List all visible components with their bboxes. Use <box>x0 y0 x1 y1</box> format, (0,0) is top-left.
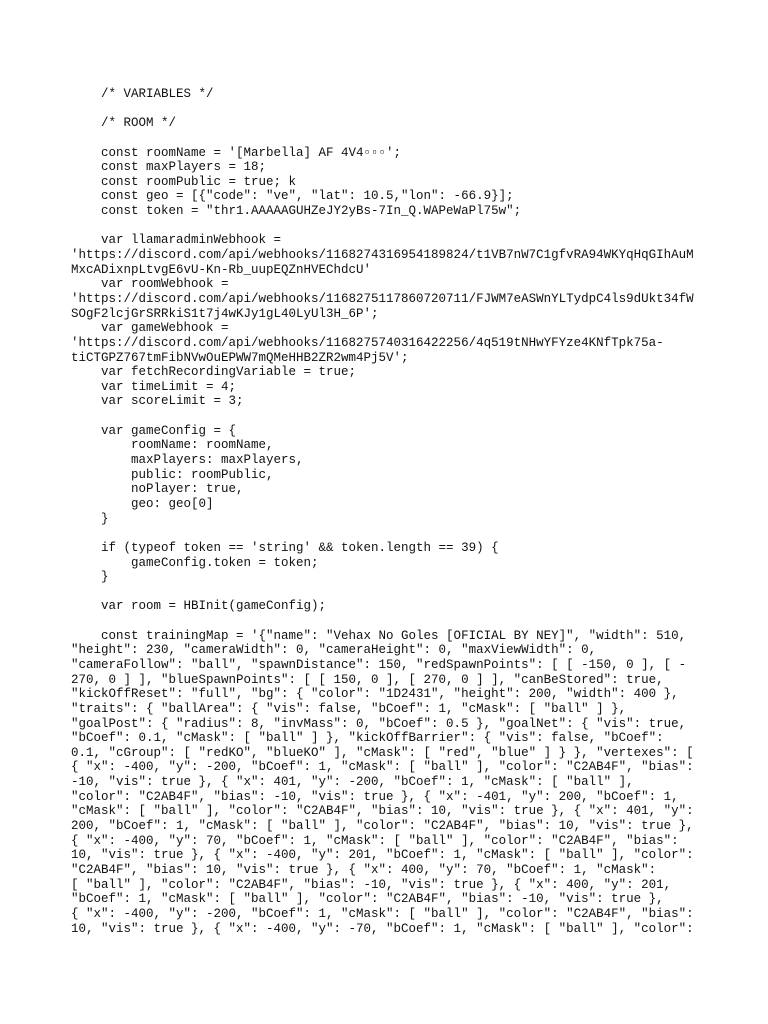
code-line: roomName: roomName, <box>71 438 274 453</box>
code-line <box>71 102 711 117</box>
code-line: const maxPlayers = 18; <box>71 160 267 175</box>
code-line: 'https://discord.com/api/webhooks/1168275117860720711/FJWM7eASWnYLTydpC4ls9dUkt34fW <box>71 291 694 306</box>
code-line: maxPlayers: maxPlayers, <box>71 453 304 468</box>
code-line: "height": 230, "cameraWidth": 0, "cameraHeight": 0, "maxViewWidth": 0, <box>71 643 597 658</box>
code-line: var fetchRecordingVariable = true; <box>71 365 357 380</box>
code-line <box>71 585 711 600</box>
code-line: 10, "vis": true }, { "x": -400, "y": -70, "bCoef": 1, "cMask": [ "ball" ], "color": <box>71 921 694 936</box>
code-line: "cMask": [ "ball" ], "color": "C2AB4F", "bias": 10, "vis": true }, { "x": 401, "y": <box>71 804 694 819</box>
code-line: [ "ball" ], "color": "C2AB4F", "bias": -10, "vis": true }, { "x": 400, "y": 201, <box>71 877 672 892</box>
code-line: { "x": -400, "y": -200, "bCoef": 1, "cMask": [ "ball" ], "color": "C2AB4F", "bias": <box>71 760 694 775</box>
code-line: "bCoef": 0.1, "cMask": [ "ball" ] }, "kickOffBarrier": { "vis": false, "bCoef": <box>71 731 664 746</box>
code-line: tiCTGPZ767tmFibNVwOuEPWW7mQMeHHB2ZR2wm4Pj5V'; <box>71 350 409 365</box>
code-line: 270, 0 ] ], "blueSpawnPoints": [ [ 150, 0 ], [ 270, 0 ] ], "canBeStored": true, <box>71 672 664 687</box>
code-line: const roomName = '[Marbella] AF 4V4▫▫▫'; <box>71 145 402 160</box>
code-line: SOgF2lcjGrSRRkiS1t7j4wKJy1gL40LyUl3H_6P'; <box>71 306 379 321</box>
code-line: const trainingMap = '{"name": "Vehax No Goles [OFICIAL BY NEY]", "width": 510, <box>71 628 687 643</box>
code-line: if (typeof token == 'string' && token.length == 39) { <box>71 540 499 555</box>
code-line: const token = "thr1.AAAAAGUHZeJY2yBs-7In_Q.WAPeWaPl75w"; <box>71 204 522 219</box>
code-line: "bCoef": 1, "cMask": [ "ball" ], "color": "C2AB4F", "bias": -10, "vis": true }, <box>71 892 664 907</box>
code-line: -10, "vis": true }, { "x": 401, "y": -200, "bCoef": 1, "cMask": [ "ball" ], <box>71 775 634 790</box>
code-line: var gameWebhook = <box>71 321 229 336</box>
code-line: 10, "vis": true }, { "x": -400, "y": 201, "bCoef": 1, "cMask": [ "ball" ], "color": <box>71 848 694 863</box>
code-line: var scoreLimit = 3; <box>71 394 244 409</box>
code-line <box>71 614 711 629</box>
code-line: "kickOffReset": "full", "bg": { "color": "1D2431", "height": 200, "width": 400 }, <box>71 687 679 702</box>
code-line <box>71 526 711 541</box>
code-line: gameConfig.token = token; <box>71 555 319 570</box>
code-line: } <box>71 570 109 585</box>
code-line: } <box>71 511 109 526</box>
code-line: 0.1, "cGroup": [ "redKO", "blueKO" ], "cMask": [ "red", "blue" ] } }, "vertexes": [ <box>71 745 694 760</box>
code-line: "goalPost": { "radius": 8, "invMass": 0, "bCoef": 0.5 }, "goalNet": { "vis": true, <box>71 716 687 731</box>
code-listing <box>71 87 711 936</box>
code-line: { "x": -400, "y": -200, "bCoef": 1, "cMask": [ "ball" ], "color": "C2AB4F", "bias": <box>71 906 694 921</box>
code-line: "C2AB4F", "bias": 10, "vis": true }, { "x": 400, "y": 70, "bCoef": 1, "cMask": <box>71 862 657 877</box>
code-line <box>71 219 711 234</box>
code-line: "color": "C2AB4F", "bias": -10, "vis": true }, { "x": -401, "y": 200, "bCoef": 1, <box>71 789 679 804</box>
code-line: const roomPublic = true; k <box>71 174 297 189</box>
code-line: 'https://discord.com/api/webhooks/1168275740316422256/4q519tNHwYFYze4KNfTpk75a- <box>71 335 664 350</box>
code-line: /* ROOM */ <box>71 116 177 131</box>
code-line: var roomWebhook = <box>71 277 229 292</box>
code-line: 200, "bCoef": 1, "cMask": [ "ball" ], "color": "C2AB4F", "bias": 10, "vis": true }, <box>71 819 694 834</box>
code-line: var room = HBInit(gameConfig); <box>71 599 327 614</box>
code-line: var gameConfig = { <box>71 423 237 438</box>
code-line: const geo = [{"code": "ve", "lat": 10.5,"lon": -66.9}]; <box>71 189 514 204</box>
code-line: var llamaradminWebhook = <box>71 233 282 248</box>
code-line: public: roomPublic, <box>71 467 274 482</box>
code-line: "cameraFollow": "ball", "spawnDistance": 150, "redSpawnPoints": [ [ -150, 0 ], [ - <box>71 657 687 672</box>
code-line <box>71 131 711 146</box>
code-line: /* VARIABLES */ <box>71 87 214 101</box>
code-line: "traits": { "ballArea": { "vis": false, "bCoef": 1, "cMask": [ "ball" ] }, <box>71 701 627 716</box>
code-line <box>71 409 711 424</box>
code-line: noPlayer: true, <box>71 482 244 497</box>
code-line: MxcADixnpLtvgE6vU-Kn-Rb_uupEQZnHVEChdcU' <box>71 262 372 277</box>
code-line: var timeLimit = 4; <box>71 379 237 394</box>
code-line: { "x": -400, "y": 70, "bCoef": 1, "cMask": [ "ball" ], "color": "C2AB4F", "bias": <box>71 833 679 848</box>
code-line: 'https://discord.com/api/webhooks/1168274316954189824/t1VB7nW7C1gfvRA94WKYqHqGIhAuM <box>71 248 694 263</box>
code-line: geo: geo[0] <box>71 496 214 511</box>
